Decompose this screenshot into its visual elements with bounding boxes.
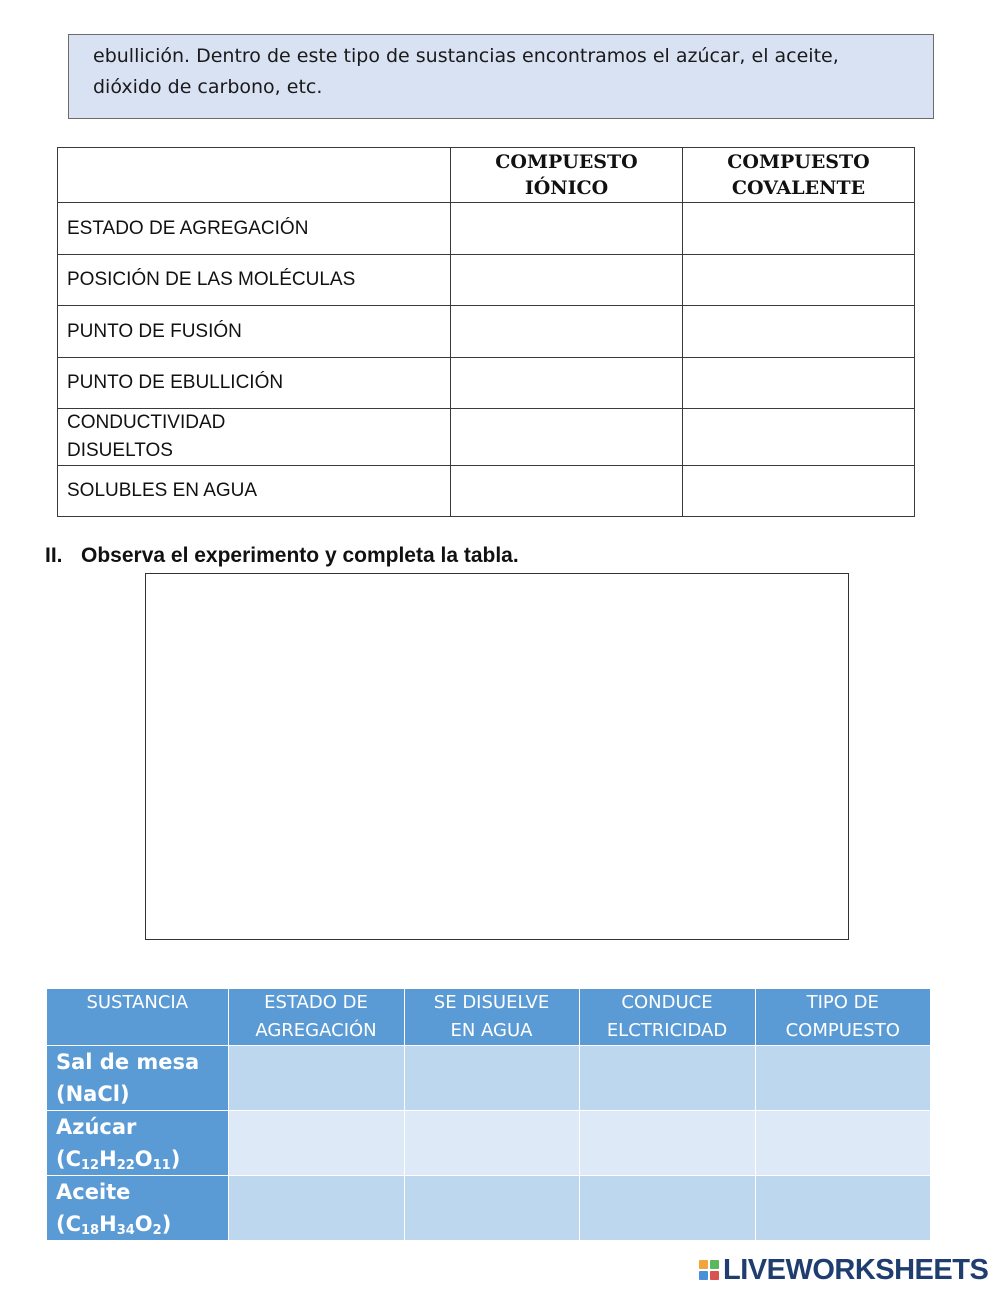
section-instruction: Observa el experimento y completa la tabla. xyxy=(81,544,519,567)
substance-header-row xyxy=(47,989,930,1046)
substance-formula: (NaCl) xyxy=(56,1082,130,1106)
empty-header-cell xyxy=(58,148,451,203)
header-sustancia: SUSTANCIA xyxy=(47,989,228,1046)
answer-cell-disuelve[interactable] xyxy=(404,1046,579,1111)
answer-cell-tipo[interactable] xyxy=(755,1046,930,1111)
answer-cell-covalent[interactable] xyxy=(683,409,915,466)
answer-cell-ionic[interactable] xyxy=(451,409,683,466)
table-row xyxy=(58,203,915,255)
logo-square xyxy=(710,1260,719,1269)
answer-cell-covalent[interactable] xyxy=(683,255,915,306)
answer-cell-tipo[interactable] xyxy=(755,1111,930,1176)
row-label: SOLUBLES EN AGUA xyxy=(58,466,451,517)
answer-cell-covalent[interactable] xyxy=(683,358,915,409)
answer-cell-covalent[interactable] xyxy=(683,466,915,517)
table-row xyxy=(58,409,915,466)
section-number: II. xyxy=(45,544,63,567)
answer-cell-estado[interactable] xyxy=(228,1111,404,1176)
substance-row xyxy=(47,1176,930,1241)
logo-square xyxy=(699,1271,708,1280)
answer-cell-conduce[interactable] xyxy=(579,1046,755,1111)
row-label: PUNTO DE FUSIÓN xyxy=(58,306,451,358)
substance-table xyxy=(47,989,930,1240)
section-title xyxy=(45,544,519,568)
answer-cell-ionic[interactable] xyxy=(451,358,683,409)
answer-cell-estado[interactable] xyxy=(228,1176,404,1241)
row-label: CONDUCTIVIDAD DISUELTOS xyxy=(58,409,451,466)
answer-cell-covalent[interactable] xyxy=(683,203,915,255)
answer-cell-conduce[interactable] xyxy=(579,1111,755,1176)
answer-cell-covalent[interactable] xyxy=(683,306,915,358)
answer-cell-disuelve[interactable] xyxy=(404,1111,579,1176)
table-row xyxy=(58,358,915,409)
table-header-row xyxy=(58,148,915,203)
substance-row xyxy=(47,1111,930,1176)
header-covalent: COMPUESTO COVALENTE xyxy=(683,148,915,203)
logo-mark-icon xyxy=(699,1260,719,1280)
liveworksheets-logo xyxy=(699,1254,988,1286)
header-ionic: COMPUESTO IÓNICO xyxy=(451,148,683,203)
header-estado: ESTADO DE AGREGACIÓN xyxy=(228,989,404,1046)
answer-cell-conduce[interactable] xyxy=(579,1176,755,1241)
substance-formula: $(C_{12}H_{22}O_{11})$ xyxy=(56,1147,181,1173)
answer-cell-ionic[interactable] xyxy=(451,203,683,255)
intro-text-box xyxy=(68,34,934,119)
compound-comparison-table xyxy=(57,147,915,517)
table-row xyxy=(58,466,915,517)
answer-cell-tipo[interactable] xyxy=(755,1176,930,1241)
substance-name: Aceite $(C_{18}H_{34}O_2)$ xyxy=(47,1176,228,1241)
logo-square xyxy=(710,1271,719,1280)
table-row xyxy=(58,306,915,358)
header-tipo: TIPO DE COMPUESTO xyxy=(755,989,930,1046)
header-conduce: CONDUCE ELCTRICIDAD xyxy=(579,989,755,1046)
intro-line-1: ebullición. Dentro de este tipo de sustancias encontramos el azúcar, el aceite, xyxy=(93,45,839,67)
header-disuelve: SE DISUELVE EN AGUA xyxy=(404,989,579,1046)
experiment-media-frame[interactable] xyxy=(145,573,849,940)
substance-name: Sal de mesa (NaCl) xyxy=(47,1046,228,1111)
answer-cell-ionic[interactable] xyxy=(451,466,683,517)
table-row xyxy=(58,255,915,306)
row-label: ESTADO DE AGREGACIÓN xyxy=(58,203,451,255)
logo-text: LIVEWORKSHEETS xyxy=(723,1253,989,1286)
answer-cell-disuelve[interactable] xyxy=(404,1176,579,1241)
answer-cell-ionic[interactable] xyxy=(451,306,683,358)
answer-cell-ionic[interactable] xyxy=(451,255,683,306)
intro-line-2: dióxido de carbono, etc. xyxy=(93,76,323,98)
logo-square xyxy=(699,1260,708,1269)
substance-name: Azúcar $(C_{12}H_{22}O_{11})$ xyxy=(47,1111,228,1176)
row-label: PUNTO DE EBULLICIÓN xyxy=(58,358,451,409)
answer-cell-estado[interactable] xyxy=(228,1046,404,1111)
substance-formula: $(C_{18}H_{34}O_2)$ xyxy=(56,1212,172,1238)
substance-row xyxy=(47,1046,930,1111)
row-label: POSICIÓN DE LAS MOLÉCULAS xyxy=(58,255,451,306)
